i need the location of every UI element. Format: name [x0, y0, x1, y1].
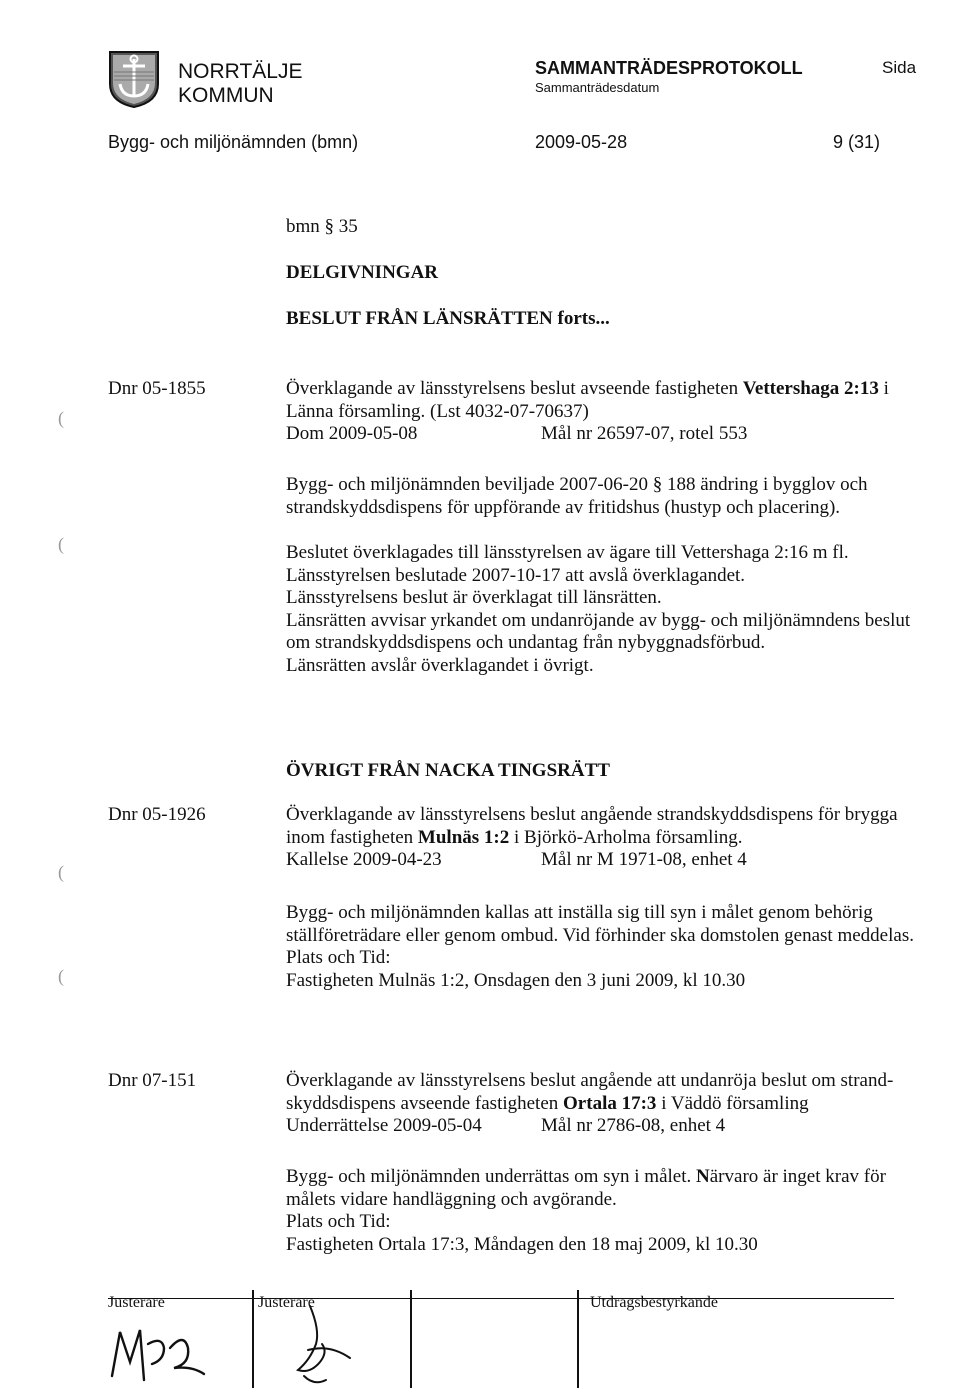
case-text-line: Beslutet överklagades till länsstyrelsen av ägare till Vettershaga 2:16 m fl.: [286, 542, 849, 563]
case-line1: Överklagande av länsstyrelsens beslut avseende fastigheten: [286, 378, 743, 399]
footer-divider: [577, 1290, 579, 1388]
page-label: Sida: [882, 58, 917, 77]
case-number: Mål nr 2786-08, enhet 4: [541, 1115, 726, 1136]
property-name: Mulnäs 1:2: [417, 826, 510, 848]
case-line2: inom fastigheten: [286, 826, 418, 848]
margin-mark: (: [58, 966, 64, 986]
handwritten-initials-icon: [108, 1318, 228, 1388]
case-text-line: Länsrätten avvisar yrkandet om undanröjande av bygg- och miljönämndens beslut om strandskyddsdispens och undantag från nybyggnadsförbud.: [286, 609, 911, 653]
case-text-line: Länsrätten avslår överklagandet i övrigt.: [286, 654, 594, 676]
case-header: [286, 378, 926, 446]
committee-name: Bygg- och miljönämnden (bmn): [108, 132, 359, 152]
case-text: Bygg- och miljönämnden underrättas om syn i målet.: [286, 1166, 697, 1187]
footer-rule: [108, 1298, 894, 1299]
paragraph-number: bmn § 35: [286, 216, 358, 237]
case-paragraph: [286, 1166, 926, 1256]
place-time-label: Plats och Tid:: [286, 1211, 391, 1232]
property-name: Vettershaga 2:13: [742, 378, 879, 399]
case-paragraph: Bygg- och miljönämnden beviljade 2007-06-20 § 188 ändring i bygglov och strandskyddsdispens för uppförande av fritidshus (hustyp och placering).: [286, 474, 868, 518]
case-header: [286, 1070, 926, 1138]
case-dnr: Dnr 05-1926: [108, 804, 206, 825]
case-line1: Överklagande av länsstyrelsens beslut angående strandskyddsdispens för brygga: [286, 804, 898, 825]
footer-divider: [410, 1290, 412, 1388]
justerare-label: Justerare: [258, 1294, 315, 1311]
case-header: [286, 804, 926, 872]
case-dnr: Dnr 07-151: [108, 1070, 197, 1091]
case-line2: Länna församling. (Lst 4032-07-70637): [286, 400, 589, 422]
case-number: Mål nr 26597-07, rotel 553: [541, 423, 748, 444]
handwritten-signature-icon: [280, 1300, 370, 1390]
utdragsbestyrkande-label: Utdragsbestyrkande: [590, 1294, 718, 1311]
case-verdict-date: Dom 2009-05-08: [286, 423, 418, 444]
place-time-value: Fastigheten Mulnäs 1:2, Onsdagen den 3 juni 2009, kl 10.30: [286, 969, 746, 991]
case-text-line: Länsstyrelsen beslutade 2007-10-17 att avslå överklagandet.: [286, 564, 746, 586]
case-number: Mål nr M 1971-08, enhet 4: [541, 849, 747, 870]
org-name-line2: KOMMUN: [178, 84, 274, 107]
case-line3: [286, 1115, 926, 1138]
meeting-date: 2009-05-28: [535, 132, 628, 152]
case-summons-date: Kallelse 2009-04-23: [286, 849, 442, 870]
org-name-line1: NORRTÄLJE: [178, 60, 303, 83]
document-title: SAMMANTRÄDESPROTOKOLL: [535, 58, 803, 78]
case-line2: skyddsdispens avseende fastigheten: [286, 1092, 564, 1114]
margin-mark: (: [58, 534, 64, 554]
property-name: Ortala 17:3: [563, 1092, 657, 1114]
case-line3: [286, 849, 926, 872]
justerare-label: Justerare: [108, 1294, 165, 1311]
place-time-label: Plats och Tid:: [286, 947, 391, 968]
case-line1: Överklagande av länsstyrelsens beslut angående att undanröja beslut om strand-: [286, 1070, 894, 1091]
case-text-end: ärvaro är inget krav för målets vidare handläggning och avgörande.: [286, 1166, 886, 1210]
section-heading: DELGIVNINGAR: [286, 262, 439, 283]
case-text: Bygg- och miljönämnden kallas att inställa sig till syn i målet genom behörig ställföreträdare eller genom ombud. Vid förhinder ska domstolen genast meddelas.: [286, 902, 914, 946]
margin-mark: (: [58, 408, 64, 428]
section-heading: ÖVRIGT FRÅN NACKA TINGSRÄTT: [286, 760, 610, 781]
case-paragraph: [286, 542, 926, 677]
case-line1-end: i: [878, 378, 889, 399]
subsection-heading: BESLUT FRÅN LÄNSRÄTTEN forts...: [286, 308, 610, 329]
place-time-value: Fastigheten Ortala 17:3, Måndagen den 18 maj 2009, kl 10.30: [286, 1233, 758, 1255]
document-subtitle: Sammanträdesdatum: [535, 80, 660, 95]
case-text-line: Länsstyrelsens beslut är överklagat till länsrätten.: [286, 587, 662, 608]
case-line3: [286, 423, 926, 446]
case-line2-end: i Björkö-Arholma församling.: [509, 826, 743, 848]
page-number: 9 (31): [833, 132, 881, 152]
case-paragraph: [286, 902, 926, 992]
case-notice-date: Underrättelse 2009-05-04: [286, 1115, 482, 1136]
municipality-logo-icon: [108, 50, 160, 108]
margin-mark: (: [58, 862, 64, 882]
case-dnr: Dnr 05-1855: [108, 378, 206, 399]
case-line2-end: i Väddö församling: [656, 1092, 809, 1114]
case-text-bold: N: [696, 1166, 710, 1187]
footer-divider: [252, 1290, 254, 1388]
